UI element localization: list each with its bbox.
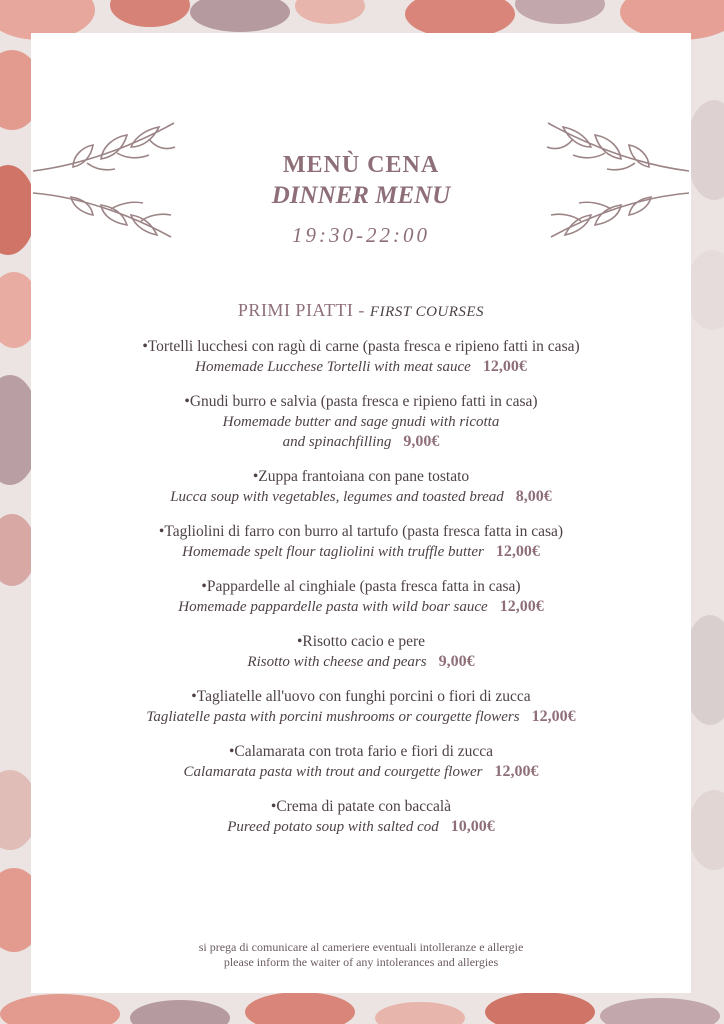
menu-title-italian: MENÙ CENA [282, 152, 440, 178]
dish-name-english: Homemade butter and sage gnudi with ricotta [222, 414, 500, 430]
dish-name-english: Tagliatelle pasta with porcini mushrooms or courgette flowers [146, 709, 520, 725]
dish-name-italian: •Risotto cacio e pere [296, 633, 426, 650]
floral-decoration-bottom [0, 992, 724, 1024]
dish-name-italian: •Tagliolini di farro con burro al tartufo (pasta fresca fatta in casa) [158, 523, 564, 540]
menu-item [31, 577, 691, 617]
menu-card [31, 33, 691, 993]
dish-name-italian: •Gnudi burro e salvia (pasta fresca e ripieno fatti in casa) [184, 393, 538, 410]
dish-name-italian: •Calamarata con trota fario e fiori di zucca [228, 743, 494, 760]
dish-name-english: Homemade pappardelle pasta with wild boar sauce [178, 599, 488, 615]
dish-name-italian: •Zuppa frantoiana con pane tostato [252, 468, 470, 485]
menu-items [31, 337, 691, 852]
dish-name-english-cont: and spinachfilling [282, 434, 392, 450]
menu-item [31, 797, 691, 837]
service-hours: 19:30-22:00 [292, 223, 430, 247]
floral-decoration-left [0, 30, 34, 1000]
menu-title-english: DINNER MENU [271, 182, 451, 209]
menu-item [31, 392, 691, 452]
dish-name-english: Homemade spelt flour tagliolini with truffle butter [182, 544, 484, 560]
allergy-notice [31, 940, 691, 970]
menu-item [31, 742, 691, 782]
dish-price: 10,00€ [450, 818, 495, 835]
dish-price: 12,00€ [494, 763, 539, 780]
dish-price: 12,00€ [482, 358, 527, 375]
allergy-notice-english: please inform the waiter of any intolerances and allergies [223, 955, 499, 969]
dish-name-english: Homemade Lucchese Tortelli with meat sauce [195, 359, 471, 375]
dish-name-english: Lucca soup with vegetables, legumes and toasted bread [170, 489, 504, 505]
dish-name-italian: •Tagliatelle all'uovo con funghi porcini o fiori di zucca [191, 688, 531, 705]
menu-header [31, 150, 691, 250]
dish-price: 12,00€ [499, 598, 544, 615]
menu-item [31, 632, 691, 672]
section-title-english: FIRST COURSES [369, 304, 485, 320]
menu-item [31, 687, 691, 727]
dish-price: 12,00€ [531, 708, 576, 725]
allergy-notice-italian: si prega di comunicare al cameriere eventuali intolleranze e allergie [198, 940, 524, 954]
menu-item [31, 467, 691, 507]
dish-name-english: Calamarata pasta with trout and courgette flower [183, 764, 483, 780]
menu-item [31, 522, 691, 562]
menu-item [31, 337, 691, 377]
dish-name-italian: •Pappardelle al cinghiale (pasta fresca fatta in casa) [201, 578, 521, 595]
dish-price: 8,00€ [515, 488, 552, 505]
section-title [31, 300, 691, 322]
floral-decoration-right [690, 30, 724, 1000]
dish-name-italian: •Tortelli lucchesi con ragù di carne (pasta fresca e ripieno fatti in casa) [142, 338, 580, 355]
dish-price: 9,00€ [438, 653, 475, 670]
dish-price: 9,00€ [403, 433, 440, 450]
dish-name-english: Pureed potato soup with salted cod [227, 819, 439, 835]
dish-name-italian: •Crema di patate con baccalà [270, 798, 452, 815]
section-title-italian: PRIMI PIATTI - [237, 300, 365, 320]
dish-name-english: Risotto with cheese and pears [247, 654, 427, 670]
dish-price: 12,00€ [495, 543, 540, 560]
